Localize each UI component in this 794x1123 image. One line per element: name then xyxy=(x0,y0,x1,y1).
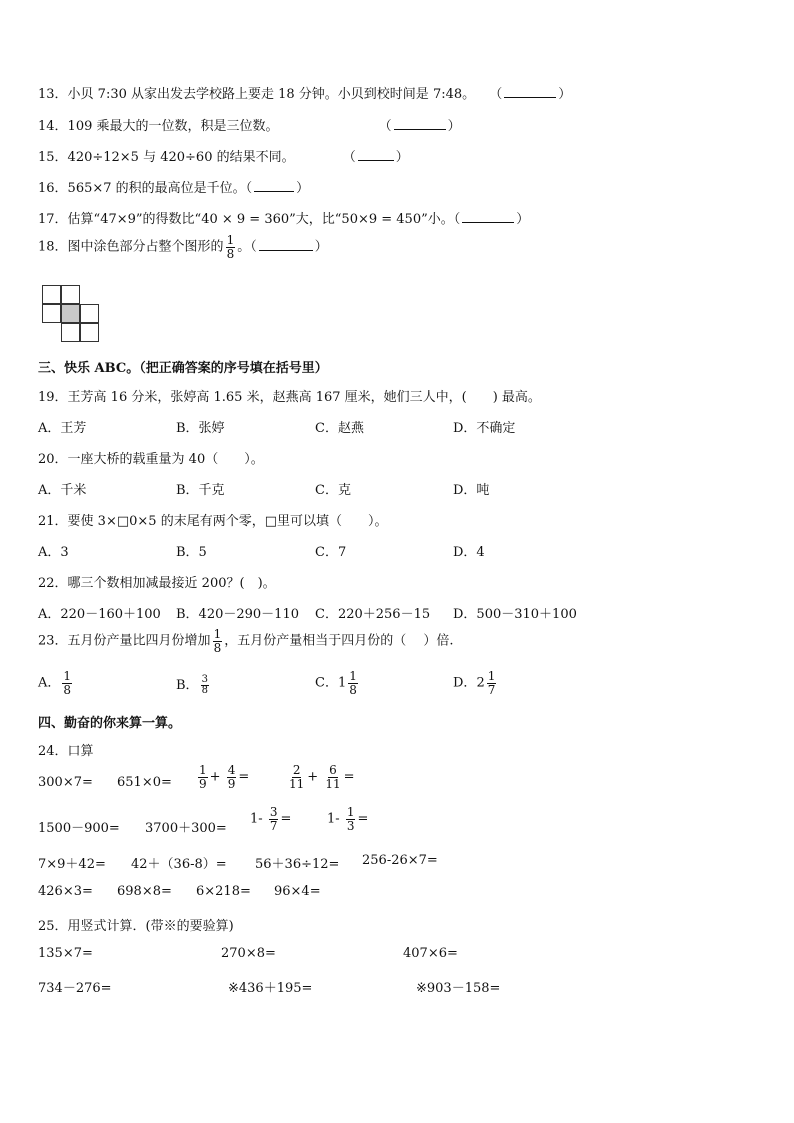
option-c[interactable]: C．7 xyxy=(315,545,347,560)
calc-item: 42＋（36-8）= xyxy=(131,857,227,872)
shaded-grid-figure xyxy=(42,285,102,345)
fraction-numerator: 1 xyxy=(487,669,496,683)
grid-cell xyxy=(80,304,99,323)
operand: 1- xyxy=(327,811,340,827)
question-text: 五月份产量比四月份增加 xyxy=(67,633,211,649)
paren-close: ） xyxy=(516,212,530,227)
calc-item: 734－276= xyxy=(38,981,112,996)
fraction xyxy=(201,675,209,697)
question-22 xyxy=(38,572,276,591)
question-text: 一座大桥的载重量为 40（ ）。 xyxy=(67,452,264,467)
answer-blank[interactable] xyxy=(259,238,313,251)
calc-item-fraction xyxy=(327,806,368,832)
question-text: 565×7 的积的最高位是千位。 xyxy=(67,181,246,196)
paren-close: ） xyxy=(558,87,572,102)
answer-blank[interactable] xyxy=(254,179,294,192)
calc-item: 96×4= xyxy=(274,884,321,899)
section-4-title: 四、勤奋的你来算一算。 xyxy=(38,716,182,731)
fraction-numerator: 1 xyxy=(199,763,207,777)
fraction xyxy=(226,234,236,260)
fraction-denominator: 8 xyxy=(226,246,235,261)
question-title: 口算 xyxy=(67,744,94,759)
fraction-denominator: 8 xyxy=(213,640,222,655)
grid-cell xyxy=(61,323,80,342)
fraction xyxy=(288,764,305,790)
calc-item-fraction xyxy=(196,764,249,790)
grid-cell-shaded xyxy=(61,304,80,323)
fraction-denominator: 3 xyxy=(346,818,355,833)
equals-sign: = xyxy=(280,811,292,827)
option-label: B． xyxy=(176,678,199,693)
mixed-whole: 1 xyxy=(337,675,347,691)
option-c[interactable] xyxy=(315,670,360,696)
question-number: 23． xyxy=(38,633,68,649)
grid-cell xyxy=(61,285,80,304)
option-a[interactable]: A．千米 xyxy=(38,483,87,498)
question-number: 16． xyxy=(38,181,68,196)
option-d[interactable]: D．不确定 xyxy=(453,421,516,436)
question-text-end: ，五月份产量相当于四月份的（ ）倍. xyxy=(224,633,454,649)
question-number: 25． xyxy=(38,919,68,934)
operand: 1- xyxy=(250,811,263,827)
fraction-numerator: 6 xyxy=(329,763,337,777)
fraction-numerator: 1 xyxy=(349,669,357,683)
fraction-denominator: 9 xyxy=(199,776,207,791)
question-text: 哪三个数相加减最接近 200？( )。 xyxy=(67,576,276,591)
option-d[interactable]: D．500－310＋100 xyxy=(453,607,577,622)
question-13 xyxy=(38,83,571,102)
option-a[interactable]: A．3 xyxy=(38,545,69,560)
fraction xyxy=(227,764,237,790)
question-text: 109 乘最大的一位数，积是三位数。 xyxy=(67,119,279,134)
question-24 xyxy=(38,740,94,759)
option-b[interactable]: B．张婷 xyxy=(176,421,225,436)
option-d[interactable]: D．吨 xyxy=(453,483,490,498)
option-b[interactable]: B．千克 xyxy=(176,483,225,498)
option-label: A． xyxy=(38,675,61,691)
option-c[interactable]: C．220＋256－15 xyxy=(315,607,431,622)
fraction xyxy=(324,764,341,790)
fraction-numerator: 1 xyxy=(346,805,355,819)
fraction-numerator: 1 xyxy=(213,627,222,641)
question-text: 王芳高 16 分米，张婷高 1.65 米，赵燕高 167 厘米，她们三人中，( ) 最高。 xyxy=(67,390,541,405)
paren-close: ） xyxy=(314,239,328,255)
fraction-numerator: 3 xyxy=(201,673,208,685)
answer-blank[interactable] xyxy=(504,85,556,98)
option-a[interactable]: A．220－160＋100 xyxy=(38,607,161,622)
question-text: 估算“47×9”的得数比“40 × 9 = 360”大，比“50×9 = 450”小。 xyxy=(67,212,454,227)
question-15 xyxy=(38,146,409,165)
paren-open: （ xyxy=(453,212,461,227)
question-number: 22． xyxy=(38,576,68,591)
question-text: 图中涂色部分占整个图形的 xyxy=(67,239,224,255)
answer-blank[interactable] xyxy=(358,148,394,161)
equals-sign: = xyxy=(357,811,369,827)
option-a[interactable] xyxy=(38,670,74,696)
answer-blank[interactable] xyxy=(394,117,446,130)
calc-item-fraction xyxy=(250,806,291,832)
question-21 xyxy=(38,510,387,529)
question-16 xyxy=(38,177,309,196)
question-25 xyxy=(38,915,234,934)
calc-item: 270×8= xyxy=(221,946,276,961)
paren-close: ） xyxy=(447,119,461,134)
equals-sign: = xyxy=(343,769,355,785)
calc-item: 256-26×7= xyxy=(362,853,438,868)
fraction-numerator: 1 xyxy=(63,669,72,683)
section-3-title: 三、快乐 ABC。（把正确答案的序号填在括号里） xyxy=(38,361,328,376)
question-text-end: 。 xyxy=(237,239,251,255)
option-d[interactable]: D．4 xyxy=(453,545,485,560)
calc-item: 651×0= xyxy=(117,775,172,790)
calc-item: 426×3= xyxy=(38,884,93,899)
question-14 xyxy=(38,115,461,134)
question-19 xyxy=(38,386,541,405)
fraction xyxy=(62,670,72,696)
operator: + xyxy=(307,769,319,785)
fraction-denominator: 11 xyxy=(325,776,341,791)
fraction xyxy=(487,670,497,696)
question-number: 20． xyxy=(38,452,68,467)
operator: + xyxy=(209,769,221,785)
question-number: 17． xyxy=(38,212,68,227)
fraction-denominator: 8 xyxy=(349,682,357,697)
calc-item: 300×7= xyxy=(38,775,93,790)
question-18 xyxy=(38,234,328,260)
answer-blank[interactable] xyxy=(462,210,514,223)
calc-item-fraction xyxy=(286,764,355,790)
calc-item: ※903－158= xyxy=(416,981,501,996)
calc-item: 135×7= xyxy=(38,946,93,961)
paren-open: （ xyxy=(378,119,392,134)
calc-item: 3700＋300= xyxy=(145,821,227,836)
option-label: C． xyxy=(315,675,338,691)
fraction xyxy=(269,806,279,832)
fraction xyxy=(348,670,358,696)
question-number: 13． xyxy=(38,87,68,102)
calc-item: 7×9＋42= xyxy=(38,857,106,872)
question-title: 用竖式计算．(带※的要验算) xyxy=(67,919,234,934)
option-d[interactable] xyxy=(453,670,498,696)
fraction-denominator: 7 xyxy=(269,818,278,833)
question-number: 19． xyxy=(38,390,68,405)
option-c[interactable]: C．赵燕 xyxy=(315,421,364,436)
grid-cell xyxy=(42,304,61,323)
fraction xyxy=(346,806,356,832)
question-number: 18． xyxy=(38,239,68,255)
calc-item: 6×218= xyxy=(196,884,251,899)
mixed-whole: 2 xyxy=(476,675,485,691)
question-23 xyxy=(38,628,453,654)
fraction-denominator: 8 xyxy=(63,682,72,697)
question-text: 要使 3×□0×5 的末尾有两个零，□里可以填（ ）。 xyxy=(67,514,388,529)
paren-open: （ xyxy=(245,181,253,196)
fraction-denominator: 7 xyxy=(487,682,496,697)
paren-close: ） xyxy=(395,150,409,165)
fraction-denominator: 9 xyxy=(227,776,236,791)
question-number: 21． xyxy=(38,514,68,529)
paren-close: ） xyxy=(296,181,310,196)
question-text: 420÷12×5 与 420÷60 的结果不同。 xyxy=(67,150,295,165)
equals-sign: = xyxy=(238,769,250,785)
fraction-numerator: 2 xyxy=(292,763,301,777)
question-number: 24． xyxy=(38,744,68,759)
option-c[interactable]: C．克 xyxy=(315,483,351,498)
question-20 xyxy=(38,448,264,467)
paren-open: （ xyxy=(489,87,503,102)
calc-item: ※436＋195= xyxy=(228,981,313,996)
calc-item: 56＋36÷12= xyxy=(255,857,340,872)
fraction xyxy=(213,628,223,654)
fraction-numerator: 3 xyxy=(269,805,278,819)
paren-open: （ xyxy=(342,150,356,165)
calc-item: 407×6= xyxy=(403,946,458,961)
fraction-numerator: 1 xyxy=(226,233,235,247)
option-b[interactable]: B．5 xyxy=(176,545,207,560)
option-a[interactable]: A．王芳 xyxy=(38,421,87,436)
paren-open: （ xyxy=(250,239,257,255)
question-number: 15． xyxy=(38,150,68,165)
fraction-denominator: 8 xyxy=(201,685,208,696)
calc-item: 1500－900= xyxy=(38,821,120,836)
fraction-denominator: 11 xyxy=(289,776,305,791)
fraction-numerator: 4 xyxy=(227,763,236,777)
option-label: D． xyxy=(453,675,477,691)
fraction xyxy=(198,764,208,790)
grid-cell xyxy=(80,323,99,342)
option-b[interactable]: B．420－290－110 xyxy=(176,607,299,622)
calc-item: 698×8= xyxy=(117,884,172,899)
question-17 xyxy=(38,208,529,227)
option-b[interactable] xyxy=(176,674,211,697)
grid-cell xyxy=(42,285,61,304)
question-text: 小贝 7:30 从家出发去学校路上要走 18 分钟。小贝到校时间是 7:48。 xyxy=(67,87,476,102)
question-number: 14． xyxy=(38,119,68,134)
